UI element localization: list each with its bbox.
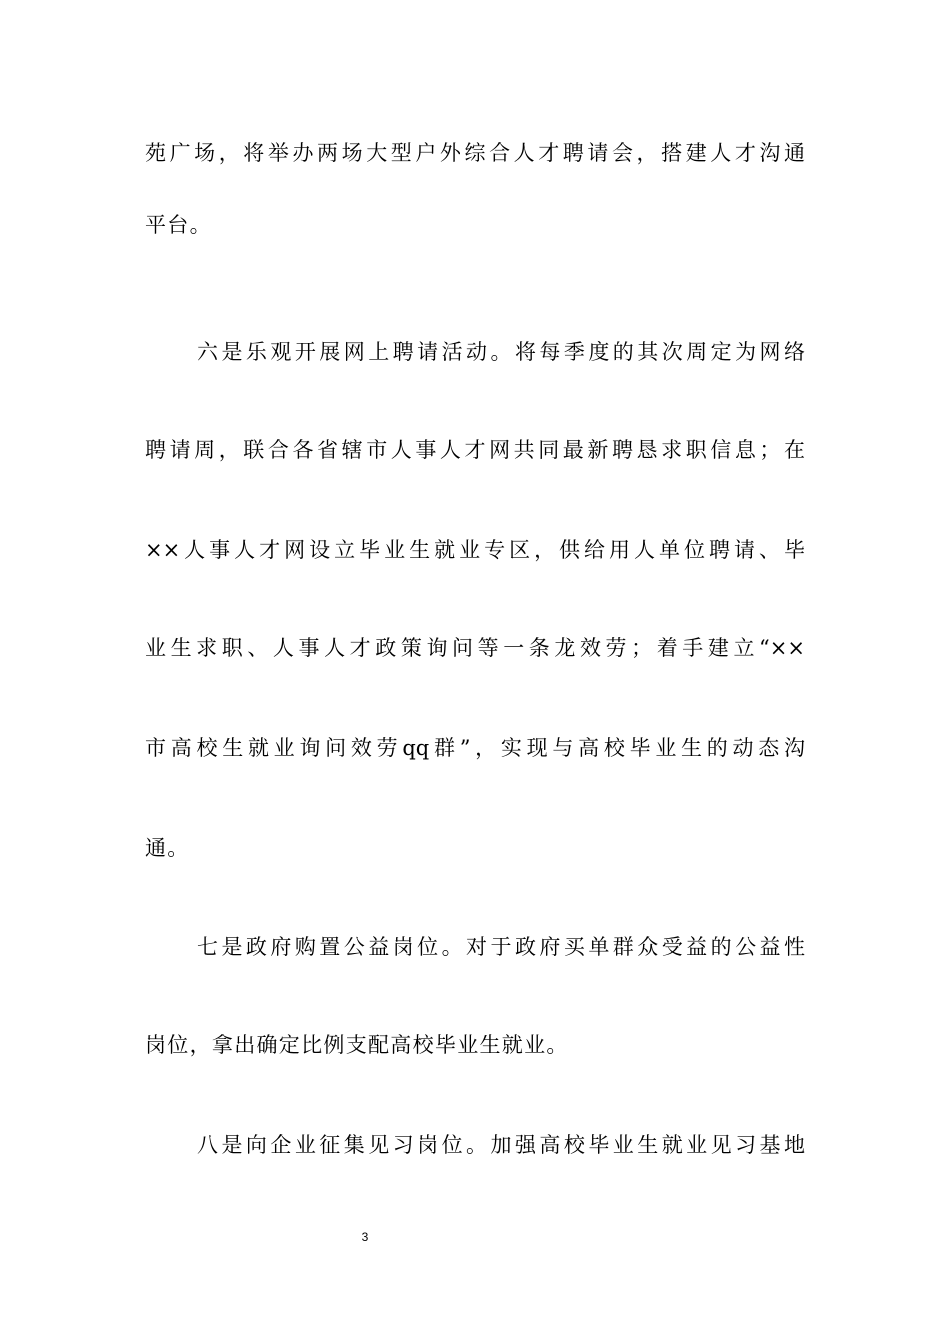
paragraph-first-line: 七是政府购置公益岗位。对于政府买单群众受益的公益性: [197, 935, 805, 959]
text-line: 岗位，拿出确定比例支配高校毕业生就业。: [145, 1033, 569, 1057]
page-number: 3: [361, 1230, 369, 1244]
text-line: 业生求职、人事人才政策询问等一条龙效劳；着手建立“××: [145, 636, 805, 660]
paragraph-first-line: 六是乐观开展网上聘请活动。将每季度的其次周定为网络: [197, 340, 805, 364]
text-line: ××人事人才网设立毕业生就业专区，供给用人单位聘请、毕: [145, 538, 805, 562]
text-line: 聘请周，联合各省辖市人事人才网共同最新聘恳求职信息；在: [145, 438, 805, 462]
text-line: 通。: [145, 836, 190, 860]
text-line: 平台。: [145, 213, 212, 237]
text-line: 市高校生就业询问效劳qq群”，实现与高校毕业生的动态沟: [145, 736, 805, 760]
paragraph-first-line: 八是向企业征集见习岗位。加强高校毕业生就业见习基地: [197, 1133, 805, 1157]
text-line: 苑广场，将举办两场大型户外综合人才聘请会，搭建人才沟通: [145, 141, 805, 165]
